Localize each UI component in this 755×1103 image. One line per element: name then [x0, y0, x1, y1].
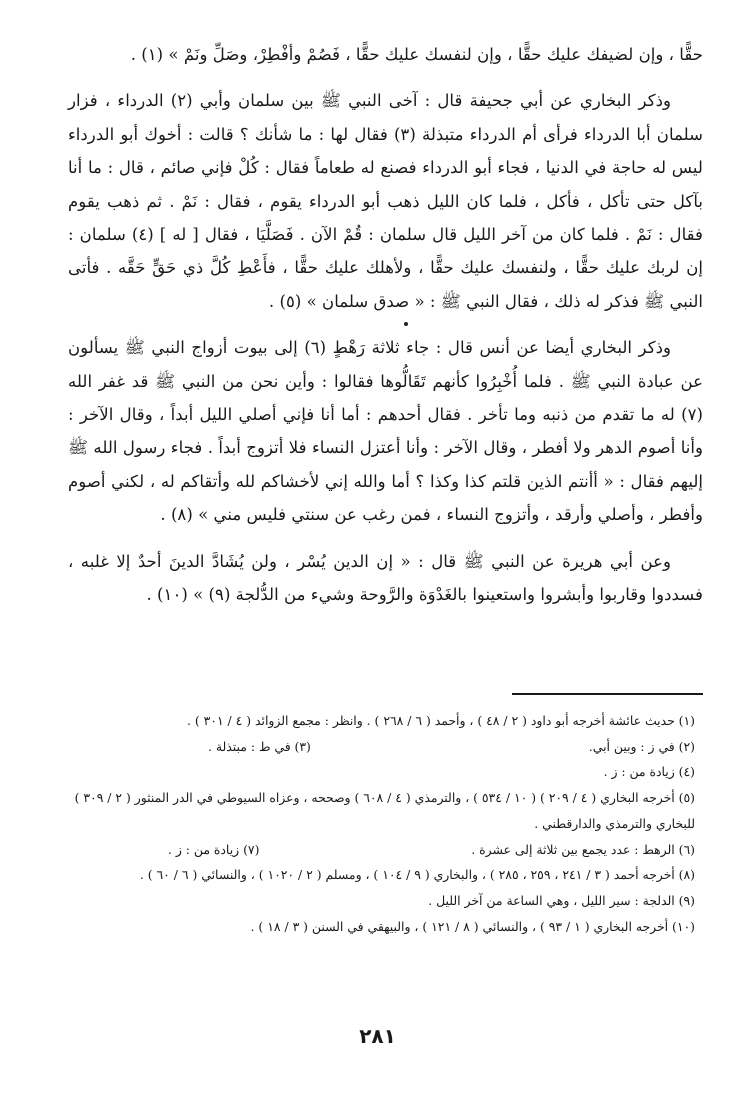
footnote: (٢) في ز : وبين أبي.	[588, 738, 695, 754]
footnote: (١) حديث عائشة أخرجه أبو داود ( ٢ / ٤٨ ) ، وأحمد ( ٦ / ٢٦٨ ) . وانظر : مجمع الزوائد ( ٤ / ٣٠١ ) .	[186, 713, 695, 728]
footnote-separator	[512, 693, 703, 695]
footnote: (٦) الرهط : عدد يجمع بين ثلاثة إلى عشرة .	[471, 841, 695, 857]
paragraph: حقًّا ، وإن لضيفك عليك حقًّا ، وإن لنفسك عليك حقًّا ، فَصُمْ وأفْطِرْ، وصَلِّ ونَمْ » (١) .	[130, 45, 703, 64]
footnote: (٣) في ط : مبتذلة .	[208, 738, 311, 754]
stray-dot-mark	[404, 322, 408, 326]
paragraph: وذكر البخاري أيضا عن أنس قال : جاء ثلاثة رَهْطٍ (٦) إلى بيوت أزواج النبي ﷺ يسألون عن عبادة النبي ﷺ . فلما أُخْبِرُوا كأنهم تَقَالُّوها فقالوا : وأين نحن من النبي ﷺ قد غفر الله (٧) له ما تقدم من ذنبه وما تأخر . فقال أحدهم : أما أنا فإني أصلي الليل أبداً ، وقال الآخر : وأنا أصوم الدهر ولا أفطر ، وقال الآخر : وأنا أعتزل النساء فلا أتزوج أبداً . فجاء رسول الله ﷺ إليهم فقال : « أأنتم الذين قلتم كذا وكذا ؟ أما والله إني لأخشاكم لله وأتقاكم له ، لكني أصوم وأفطر ، وأصلي وأرقد ، وأتزوج النساء ، فمن رغب عن سنتي فليس مني » (٨) .	[68, 338, 703, 525]
paragraph: وعن أبي هريرة عن النبي ﷺ قال : « إن الدين يُسْر ، ولن يُشَادَّ الدينَ أحدٌ إلا غلبه ، فسددوا وقاربوا وأبشروا واستعينوا بالغَدْوَة والرَّوحة وشيء من الدُّلجة (٩) » (١٠) .	[68, 551, 703, 605]
footnote-row	[68, 734, 695, 760]
page-number: ٢٨١	[359, 1024, 396, 1048]
footnote: (٧) زيادة من : ز .	[168, 841, 260, 857]
footnote: (٤) زيادة من : ز .	[603, 764, 695, 780]
footnotes	[68, 708, 695, 939]
footnote: (١٠) أخرجه البخاري ( ١ / ٩٣ ) ، والنسائي ( ٨ / ١٢١ ) ، والبيهقي في السنن ( ٣ / ١٨ ) .	[250, 918, 695, 934]
footnote-row	[68, 837, 695, 863]
footnote: (٥) أخرجه البخاري ( ٤ / ٢٠٩ ) ( ١٠ / ٥٣٤ ) ، والترمذي ( ٤ / ٦٠٨ ) وصححه ، وعزاه السيوطي في الدر المنثور ( ٢ / ٣٠٩ ) للبخاري والترمذي والدارقطني .	[74, 790, 695, 831]
footnote: (٨) أخرجه أحمد ( ٣ / ٢٤١ ، ٢٥٩ ، ٢٨٥ ) ، والبخاري ( ٩ / ١٠٤ ) ، ومسلم ( ٢ / ١٠٢٠ ) ، والنسائي ( ٦ / ٦٠ ) .	[139, 867, 695, 883]
footnote: (٩) الدلجة : سير الليل ، وهي الساعة من آخر الليل .	[428, 892, 695, 908]
main-text	[68, 38, 703, 625]
paragraph: وذكر البخاري عن أبي جحيفة قال : آخى النبي ﷺ بين سلمان وأبي (٢) الدرداء ، فزار سلمان أبا الدرداء فرأى أم الدرداء متبذلة (٣) فقال لها : ما شأنك ؟ قالت : أخوك أبو الدرداء ليس له حاجة في الدنيا ، فجاء أبو الدرداء فصنع له طعاماً فقال : كُلْ فإني صائم ، قال : ما أنا بآكل حتى تأكل ، فأكل ، فلما كان الليل ذهب أبو الدرداء يقوم ، فقال : نَمْ . ثم ذهب يقوم فقال : نَمْ . فلما كان من آخر الليل قال سلمان : قُمْ الآن . فَصَلَّيَا ، فقال [ له ] (٤) سلمان : إن لربك عليك حقًّا ، ولنفسك عليك حقًّا ، ولأهلك عليك حقًّا ، فأَعْطِ كُلَّ ذي حَقٍّ حَقَّه . فأتى النبي ﷺ فذكر له ذلك ، فقال النبي ﷺ : « صدق سلمان » (٥) .	[68, 91, 703, 311]
